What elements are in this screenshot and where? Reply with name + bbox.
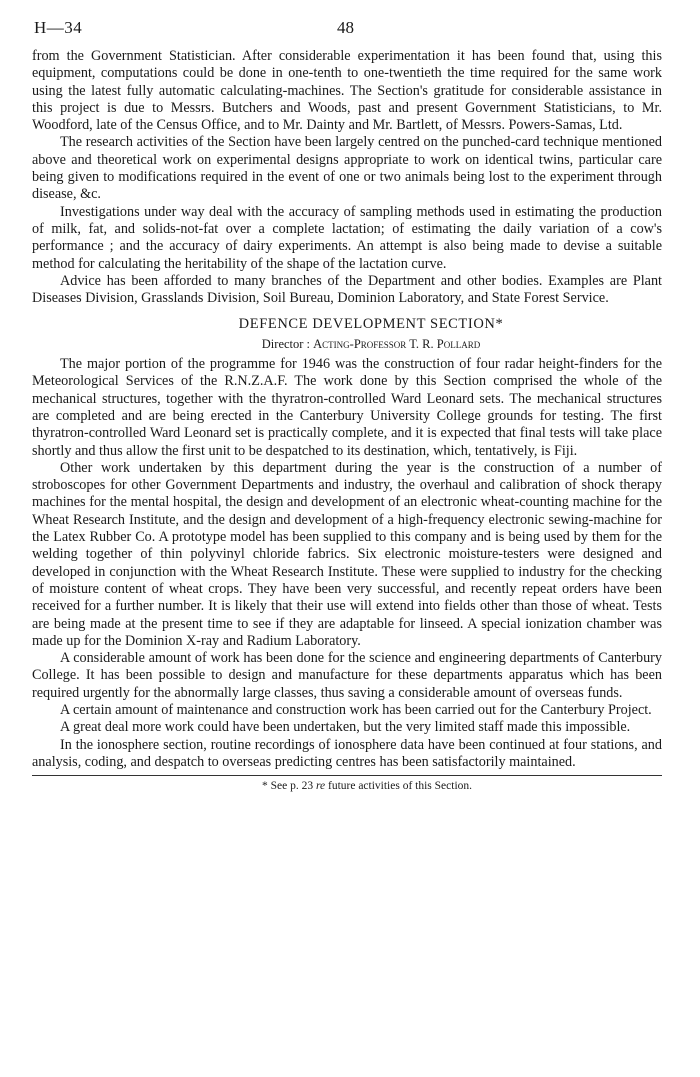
document-reference: H—34 [34, 18, 83, 37]
paragraph: The research activities of the Section have been largely centred on the punched-card technique mentioned above and theoretical work on experimental designs appropriate to work on identical twins, particular care being given to modifications required in the event of one or two animals being lost to the experiment through disease, &c. [32, 134, 662, 203]
page-number: 48 [337, 18, 354, 37]
paragraph: from the Government Statistician. After considerable experimentation it has been found that, using this equipment, computations could be done in one-tenth to one-twentieth the time required for the same work using the latest fully automatic calculating-machines. The Section's gratitude for considerable assistance in this project is due to Messrs. Butchers and Woods, past and present Government Statisticians, to Mr. Woodford, late of the Census Office, and to Mr. Dainty and Mr. Bartlett, of Messrs. Powers-Samas, Ltd. [32, 48, 662, 134]
footnote-rule [32, 775, 662, 776]
section-director [32, 336, 662, 353]
section-title: DEFENCE DEVELOPMENT SECTION* [238, 316, 504, 333]
footnote-text-before: * See p. 23 [261, 780, 314, 793]
paragraph: A great deal more work could have been undertaken, but the very limited staff made this impossible. [60, 719, 631, 736]
footnote [32, 780, 662, 792]
page-header [32, 18, 662, 48]
document-page [32, 18, 662, 792]
director-label: Director : [261, 336, 311, 351]
paragraph: In the ionosphere section, routine recordings of ionosphere data have been continued at four stations, and analysis, coding, and despatch to overseas predicting centres has been satisfactorily maintained. [32, 736, 662, 770]
paragraph: Investigations under way deal with the accuracy of sampling methods used in estimating the production of milk, fat, and solids-not-fat over a complete lactation; of estimating the daily variation of a cow's performance ; and the accuracy of dairy experiments. An attempt is also being made to devise a suitable method for calculating the heritability of the shape of the lactation curve. [32, 203, 662, 272]
paragraph: The major portion of the programme for 1946 was the construction of four radar height-finders for the Meteorological Services of the R.N.Z.A.F. The work done by this Section comprised the whole of the mechanical structures, together with the thyratron-controlled Ward Leonard sets. The mechanical structures are completed and are being erected in the Canterbury University College grounds for testing. The first thyratron-controlled Ward Leonard set is practically complete, and it is expected that final tests will take place shortly and thus allow the first unit to be despatched to its destination, which, tentatively, is Fiji. [32, 356, 662, 459]
paragraph: A considerable amount of work has been done for the science and engineering departments of Canterbury College. It has been possible to design and manufacture for these departments apparatus which has been required urgently for the abnormally large classes, thus saving a considerable amount of overseas funds. [32, 650, 662, 701]
paragraph: Advice has been afforded to many branches of the Department and other bodies. Examples are Plant Diseases Division, Grasslands Division, Soil Bureau, Dominion Laboratory, and State Forest Service. [32, 272, 662, 307]
paragraph: A certain amount of maintenance and construction work has been carried out for the Canterbury Project. [60, 701, 652, 718]
footnote-text-after: future activities of this Section. [327, 780, 473, 793]
footnote-text-italic: re [315, 780, 326, 793]
paragraph: Other work undertaken by this department during the year is the construction of a number of stroboscopes for other Government Departments and industry, the overhaul and calibration of shock therapy machines for the mental hospital, the design and development of an electronic wheat-counting machine for the Wheat Research Institute, and the design and development of a high-frequency electronic sewing-machine for the Latex Rubber Co. A prototype model has been supplied to this company and is being used by them for the welding together of thin polyvinyl chloride fabrics. Six electronic moisture-testers were designed and developed in conjunction with the Wheat Research Institute. These were supplied to industry for the checking of moisture content of wheat crops. They have been very successful, and recently repeat orders have been received for a further number. It is likely that their use will extend into fields other than those of wheat. Tests are being made at the present time to see if they are adaptable for linseed. A special ionization chamber was made up for the Dominion X-ray and Radium Laboratory. [32, 459, 662, 649]
director-name: Acting-Professor T. R. Pollard [313, 336, 481, 351]
body-text [32, 48, 662, 771]
